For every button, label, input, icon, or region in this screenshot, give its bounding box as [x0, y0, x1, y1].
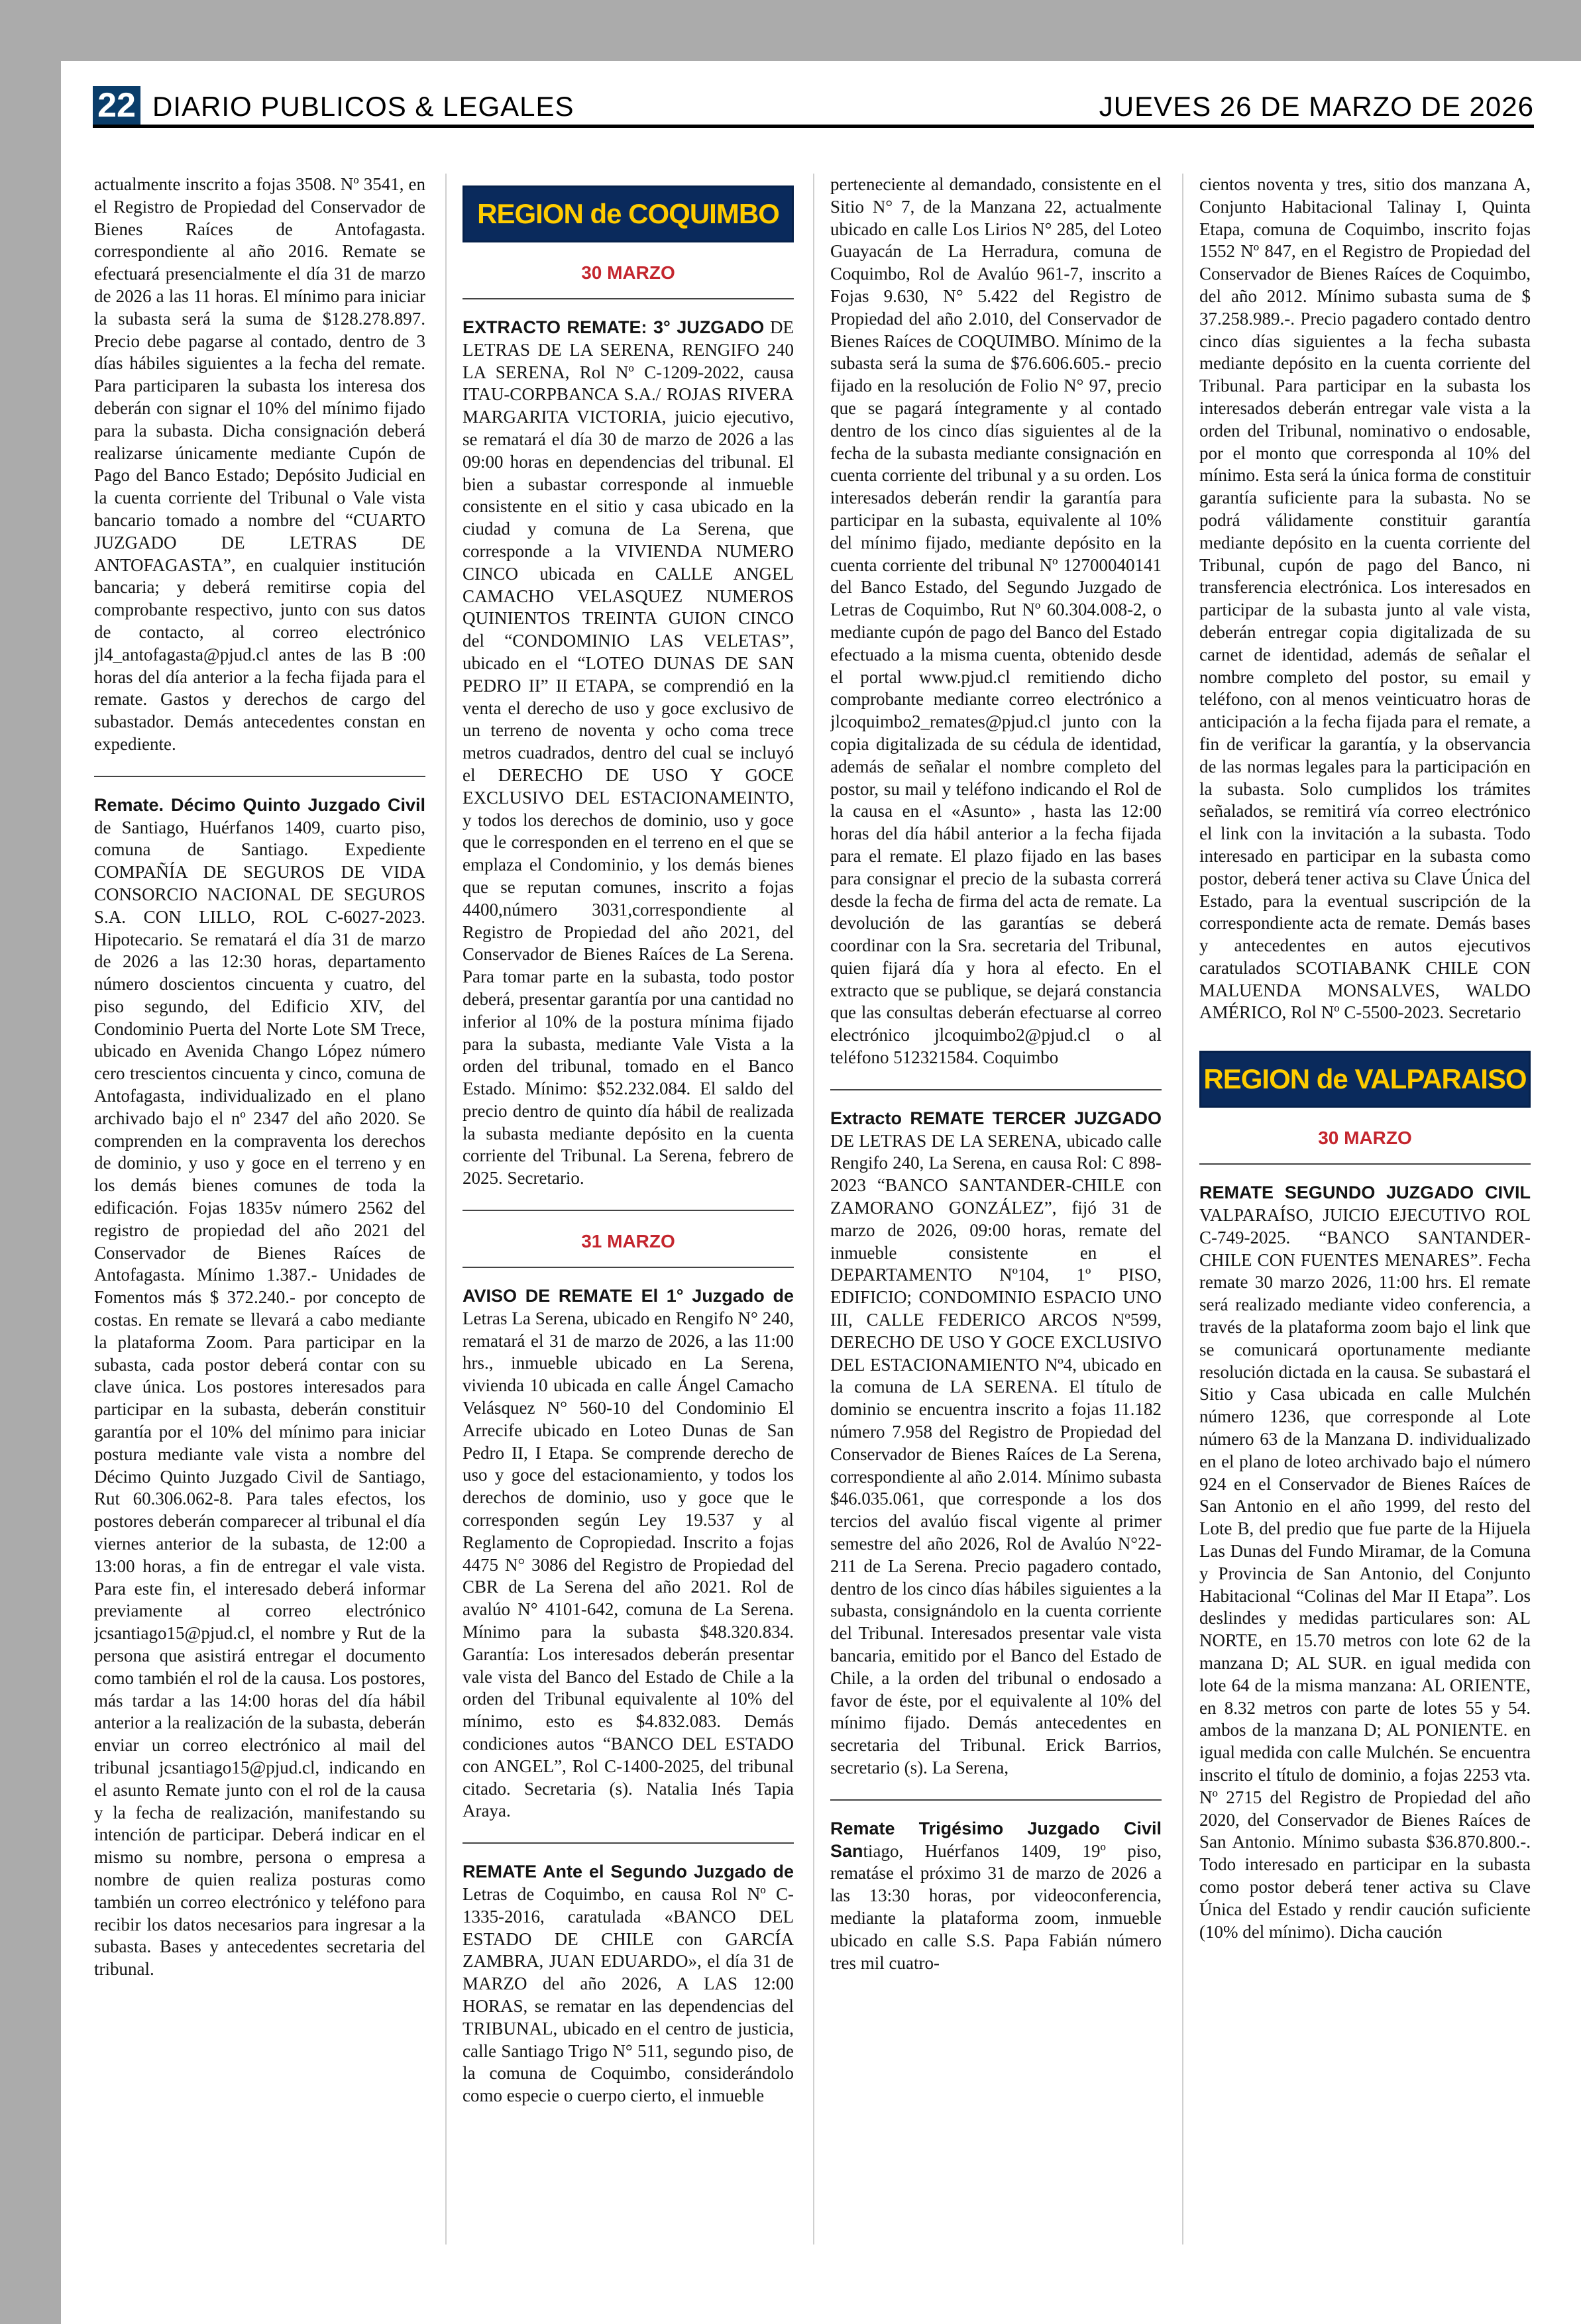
date-label: 30 MARZO [1318, 1128, 1412, 1149]
notice-decimo-quinto: Remate. Décimo Quinto Juzgado Civil de Santiago, Huérfanos 1409, cuarto piso, comuna de Santiago. Expediente COMPAÑÍA DE SEGUROS DE VIDA CONSORCIO NACIONAL DE SEGUROS S.A. CON LILLO, ROL C-6027-2023. Hipotecario. Se rematará el día 31 de marzo de 2026 a las 12:30 horas, departamento número doscientos cincuenta y cuatro, del piso segundo, del Edificio XIV, del Condominio Puerta del Norte Lote SM Trece, ubicado en Avenida Chango López número cero trescientos cincuenta y cinco, comuna de Antofagasta, individualizado en el plano archivado bajo el nº 2347 del año 2020. Se comprenden en la compraventa los derechos de dominio, y uso y goce en el terreno y en los demás bienes comunes de toda la edificación. Fojas 1835v número 2562 del registro de propiedad del año 2021 del Conservador de Bienes Raíces de Antofagasta. Mínimo 1.387.- Unidades de Fomentos más $ 372.240.- por concepto de costas. En remate se llevará a cabo mediante la plataforma Zoom. Para participar en la subasta, cada postor deberá contar con su clave única. Los postores interesados para participar en la subasta, deberán constituir garantía por el 10% del mínimo para iniciar postura mediante vale vista a nombre del Décimo Quinto Juzgado Civil de Santiago, Rut 60.306.062-8. Para tales efectos, los postores deberán comparecer al tribunal el día viernes anterior de la subasta, de 12:00 a 13:00 horas, a fin de entregar el vale vista. Para este fin, el interesado deberá informar previamente al correo electrónico jcsantiago15@pjud.cl, el nombre y Rut de la persona que asistirá entregar el documento como también el rol de la causa. Los postores, más tardar a las 14:00 horas del día hábil anterior a la realización de la subasta, deberán enviar un correo electrónico al mail del tribunal jcsantiago15@pjud.cl, indicando en el asunto Remate junto con el rol de la causa y la fecha de realización, manifestando su intención de participar. Deberá indicar en el mismo su nombre, persona o empresa a nombre de quien realiza posturas como también un correo electrónico y teléfono para recibir los datos necesarios para ingresar a la subasta. Bases y antecedentes secretaria del tribunal. [94, 794, 425, 1980]
notice-lead: AVISO DE REMATE El 1° Juzgado de [463, 1286, 794, 1306]
column-divider [1182, 174, 1183, 2245]
notice-lead: EXTRACTO REMATE: 3° JUZGADO [463, 317, 765, 337]
notice-separator [94, 776, 425, 777]
notice-segundo-juzgado-valparaiso: REMATE SEGUNDO JUZGADO CIVIL VALPARAÍSO, JUICIO EJECUTIVO ROL C-749-2025. “BANCO SANTANDER-CHILE CON FUENTES MENARES”. Fecha remate 30 marzo 2026, 11:00 hrs. El remate será realizado mediante video conferencia, a través de la plataforma zoom bajo el link que se comunicará oportunamente mediante resolución dictada en la causa. Se subastará el Sitio y Casa ubicada en calle Mulchén número 1236, que corresponde al Lote número 63 de la Manzana D. individualizado en el plano de loteo archivado bajo el número 924 en el Conservador de Bienes Raíces de San Antonio en el año 1999, del resto del Lote B, del predio que fue parte de la Hijuela Las Dunas del Fundo Miramar, de la Comuna y Provincia de San Antonio, del Conjunto Habitacional “Colinas del Mar II Etapa”. Los deslindes y medidas particulares son: AL NORTE, en 15.70 metros con lote 62 de la manzana D; AL SUR. en igual medida con lote 64 de la misma manzana: AL ORIENTE, en 8.32 metros con parte de lotes 55 y 54. ambos de la manzana D; AL PONIENTE. en igual medida con calle Mulchén. Se encuentra inscrito el título de dominio, a fojas 2253 vta. Nº 2715 del Registro de Propiedad del año 2020, del Conservador de Bienes Raíces de San Antonio. Mínimo subasta $36.870.800.-. Todo interesado en participar en la subasta como postor deberá tener activa su Clave Única del Estado y rendir caución suficiente (10% del mínimo). Dicha caución [1199, 1183, 1531, 1942]
notice-lead: Extracto REMATE TERCER JUZGADO [830, 1108, 1162, 1128]
page-number: 22 [93, 86, 140, 125]
notice-trigesimo-juzgado: Remate Trigésimo Juzgado Civil Santiago, Huérfanos 1409, 19º piso, rematáse el próximo 31 de marzo de 2026 a las 13:30 horas, por videoconferencia, mediante la plataforma zoom, inmueble ubicado en calle S.S. Papa Fabián número tres mil cuatro- [830, 1818, 1162, 1973]
notice-1-juzgado-serena: AVISO DE REMATE El 1° Juzgado de Letras La Serena, ubicado en Rengifo N° 240, rematará el 31 de marzo de 2026, a las 11:00 hrs., inmueble ubicado en La Serena, vivienda 10 ubicada en calle Ángel Camacho Velásquez N° 560-10 del Condominio El Arrecife ubicado en Loteo Dunas de San Pedro II, I Etapa. Se comprende derecho de uso y goce del estacionamiento, y todos los derechos de dominio, uso y goce que le corresponden según Ley 19.537 y al Reglamento de Copropiedad. Inscrito a fojas 4475 N° 3086 del Registro de Propiedad del CBR de La Serena del año 2021. Rol de avalúo N° 4101-642, comuna de La Serena. Mínimo para la subasta $48.320.834. Garantía: Los interesados deberán presentar vale vista del Banco del Estado de Chile a la orden del Tribunal equivalente al 10% del mínimo, esto es $4.832.083. Demás condiciones autos “BANCO DEL ESTADO con ANGEL”, Rol C-1400-2025, del tribunal citado. Secretaria (s). Natalia Inés Tapia Araya. [463, 1286, 794, 1821]
page-header [93, 86, 1534, 128]
publication-title: DIARIO PUBLICOS & LEGALES [152, 91, 574, 122]
notice-2-juzgado-coquimbo: REMATE Ante el Segundo Juzgado de Letras de Coquimbo, en causa Rol Nº C- 1335-2016, caratulada «BANCO DEL ESTADO DE CHILE con GARCÍA ZAMBRA, JUAN EDUARDO», el día 31 de MARZO del año 2026, A LAS 12:00 HORAS, se rematar en las dependencias del TRIBUNAL, ubicado en el centro de justicia, calle Santiago Trigo N° 511, segundo piso, de la comuna de Coquimbo, considerándolo como especie o cuerpo cierto, el inmueble [463, 1862, 794, 2106]
date-separator [1199, 1163, 1531, 1165]
notice-tercer-juzgado-serena: Extracto REMATE TERCER JUZGADO DE LETRAS DE LA SERENA, ubicado calle Rengifo 240, La Serena, en causa Rol: C 898-2023 “BANCO SANTANDER-CHILE con ZAMORANO GONZÁLEZ”, fijó 31 de marzo de 2026, 09:00 horas, remate del inmueble consistente en el DEPARTAMENTO Nº104, 1º PISO, EDIFICIO; CONDOMINIO ESPACIO UNO III, CALLE FEDERICO ARCOS Nº599, DERECHO DE USO Y GOCE EXCLUSIVO DEL ESTACIONAMIENTO Nº4, ubicado en la comuna de LA SERENA. El título de dominio se encuentra inscrito a fojas 11.182 número 7.958 del Registro de Propiedad del Conservador de Bienes Raíces de La Serena, correspondiente al año 2.014. Mínimo subasta $46.035.061, que corresponde a los dos tercios del avalúo fiscal vigente al primer semestre del año 2026, Rol de Avalúo N°22-211 de La Serena. Precio pagadero contado, dentro de los cinco días hábiles siguientes a la subasta, consignándolo en la cuenta corriente del Tribunal. Interesados presentar vale vista bancaria, emitido por el Banco del Estado de Chile, a la orden del tribunal o endosado a favor de éste, por el equivalente al 10% del mínimo fijado. Demás antecedentes en secretaria del Tribunal. Erick Barrios, secretario (s). La Serena, [830, 1108, 1162, 1777]
notice-separator [830, 1089, 1162, 1090]
notice-separator [463, 1842, 794, 1844]
issue-date: JUEVES 26 DE MARZO DE 2026 [1099, 91, 1534, 122]
date-separator [463, 1267, 794, 1268]
notice-lead: REMATE SEGUNDO JUZGADO CIVIL [1199, 1183, 1531, 1203]
notice-coquimbo-cont: perteneciente al demandado, consistente en el Sitio N° 7, de la Manzana 22, actualmente ubicado en calle Los Lirios N° 285, del Loteo Guayacán de La Herradura, comuna de Coquimbo, Rol de Avalúo 961-7, inscrito a Fojas 9.630, N° 5.422 del Registro de Propiedad del año 2.010, del Conservador de Bienes Raíces de COQUIMBO. Mínimo de la subasta será la suma de $76.606.605.- precio fijado en la resolución de Folio N° 97, precio que se pagará íntegramente y al contado dentro de los cinco días siguientes al de la fecha de la subasta mediante consignación en cuenta corriente del tribunal y a su orden. Los interesados deberán rendir la garantía para participar en la subasta, equivalente al 10% del mínimo fijado, mediante depósito en la cuenta corriente del tribunal Nº 12700040141 del Banco Estado, del Segundo Juzgado de Letras de Coquimbo, Rut Nº 60.304.008-2, o mediante cupón de pago del Banco del Estado efectuado a la misma cuenta, obtenido desde el portal www.pjud.cl remitiendo dicho comprobante mediante correo electrónico a jlcoquimbo2_remates@pjud.cl junto con la copia digitalizada de su cédula de identidad, además de señalar el nombre completo del postor, su mail y teléfono indicando el Rol de la causa en el «Asunto» , hasta las 12:00 horas del día hábil anterior a la fecha fijada para el remate. El plazo fijado en las bases para consignar el precio de la subasta correrá desde la fecha de firma del acta de remate. La devolución de las garantías se deberá coordinar con la Sra. secretaria del Tribunal, quien fijará día y hora al efecto. En el extracto que se publique, se dejará constancia que las consultas deberán efectuarse al correo electrónico jlcoquimbo2@pjud.cl o al teléfono 512321584. Coquimbo [830, 174, 1162, 1068]
notice-separator [830, 1799, 1162, 1801]
region-banner-valparaiso: REGION de VALPARAISO [1199, 1051, 1531, 1108]
notice-antofagasta-cont: actualmente inscrito a fojas 3508. Nº 3541, en el Registro de Propiedad del Conservador de Bienes Raíces de Antofagasta. correspondiente al año 2016. Remate se efectuará presencialmente el día 31 de marzo de 2026 a las 11 horas. El mínimo para iniciar la subasta será la suma de $128.278.897. Precio debe pagarse al contado, dentro de 3 días hábiles siguientes a la fecha del remate. Para participaren la subasta los interesa dos deberán con signar el 10% del mínimo fijado para la subasta. Dicha consignación deberá realizarse únicamente mediante Cupón de Pago del Banco Estado; Depósito Judicial en la cuenta corriente del Tribunal o Vale vista bancario tomado a nombre del “CUARTO JUZGADO DE LETRAS DE ANTOFAGASTA”, en cualquier institución bancaria; y deberá remitirse copia del comprobante respectivo, junto con sus datos de contacto, al correo electrónico jl4_antofagasta@pjud.cl antes de las B :00 horas del día anterior a la fecha fijada para el remate. Gastos y derechos de cargo del subastador. Demás antecedentes constan en expediente. [94, 174, 425, 754]
column-1 [94, 174, 425, 2245]
region-banner-coquimbo: REGION de COQUIMBO [463, 185, 794, 242]
column-4 [1199, 174, 1531, 2245]
notice-lead: Remate. Décimo Quinto Juzgado Civil [94, 794, 425, 815]
notice-lead: Remate Trigésimo Juzgado Civil San [830, 1818, 1162, 1861]
column-divider [445, 174, 447, 2245]
column-divider [813, 174, 814, 2245]
notice-3-juzgado-serena: EXTRACTO REMATE: 3° JUZGADO DE LETRAS DE LA SERENA, RENGIFO 240 LA SERENA, Rol Nº C-1209-2022, causa ITAU-CORPBANCA S.A./ ROJAS RIVERA MARGARITA VICTORIA, juicio ejecutivo, se rematará el día 30 de marzo de 2026 a las 09:00 horas en dependencias del tribunal. El bien a subastar corresponde al inmueble consistente en el sitio y casa ubicado en la ciudad y comuna de La Serena, que corresponde a la VIVIENDA NUMERO CINCO ubicada en CALLE ANGEL CAMACHO VELASQUEZ NUMEROS QUINIENTOS TREINTA GUION CINCO del “CONDOMINIO LAS VELETAS”, ubicado en el “LOTEO DUNAS DE SAN PEDRO II” II ETAPA, se comprendió en la venta el derecho de uso y goce exclusivo de un terreno de noventa y ocho coma trece metros cuadrados, dentro del cual se incluyó el DERECHO DE USO Y GOCE EXCLUSIVO DEL ESTACIONAMEINTO, y todos los derechos de dominio, uso y goce que le corresponden en el terreno en el que se emplaza el Condominio, y los demás bienes que se reputan comunes, inscrito a fojas 4400,número 3031,correspondiente al Registro de Propiedad del año 2021, del Conservador de Bienes Raíces de La Serena. Para tomar parte en la subasta, todo postor deberá, presentar garantía por una cantidad no inferior al 10% de la postura mínima fijado para la subasta, mediante Vale Vista a la orden del tribunal, tomado en el Banco Estado. Mínimo: $52.232.084. El saldo del precio dentro de quinto día hábil de realizada la subasta mediante depósito en la cuenta corriente del Tribunal. La Serena, febrero de 2025. Secretario. [463, 317, 794, 1188]
notice-talinay-cont: cientos noventa y tres, sitio dos manzana A, Conjunto Habitacional Talinay I, Quinta Etapa, comuna de Coquimbo, inscrito fojas 1552 Nº 847, en el Registro de Propiedad del Conservador de Bienes Raíces de Coquimbo, del año 2012. Mínimo subasta suma de $ 37.258.989.-. Precio pagadero contado dentro cinco días siguientes a la fecha subasta mediante depósito en la cuenta corriente del Tribunal. Para participar en la subasta los interesados deberán entregar vale vista a la orden del Tribunal, nominativo o endosable, por el monto que corresponda al 10% del mínimo. Esta será la única forma de constituir garantía suficiente para la subasta. No se podrá válidamente constituir garantía mediante depósito en la cuenta corriente del Tribunal, cupón de pago del Banco, ni transferencia electrónica. Los interesados en participar de la subasta junto al vale vista, deberán entregar copia digitalizada de su carnet de identidad, además de señalar el nombre completo del postor, su email y teléfono, con al menos veinticuatro horas de anticipación a la fecha fijada para el remate, a fin de verificar la garantía, y la observancia de las normas legales para la participación en la subasta. Solo cumplidos los trámites señalados, se remitirá vía correo electrónico el link con la invitación a la subasta. Todo interesado en participar en la subasta como postor, deberá tener activa su Clave Única del Estado, para la eventual suscripción de la correspondiente acta de remate. Demás bases y antecedentes en autos ejecutivos caratulados SCOTIABANK CHILE CON MALUENDA MONSALVES, WALDO AMÉRICO, Rol Nº C-5500-2023. Secretario [1199, 174, 1531, 1023]
column-2 [463, 174, 794, 2245]
column-3 [830, 174, 1162, 2245]
date-label: 30 MARZO [581, 262, 675, 283]
notice-lead: REMATE Ante el Segundo Juzgado de [463, 1862, 794, 1882]
date-separator [463, 298, 794, 299]
notice-separator [463, 1210, 794, 1211]
date-label: 31 MARZO [581, 1231, 675, 1252]
